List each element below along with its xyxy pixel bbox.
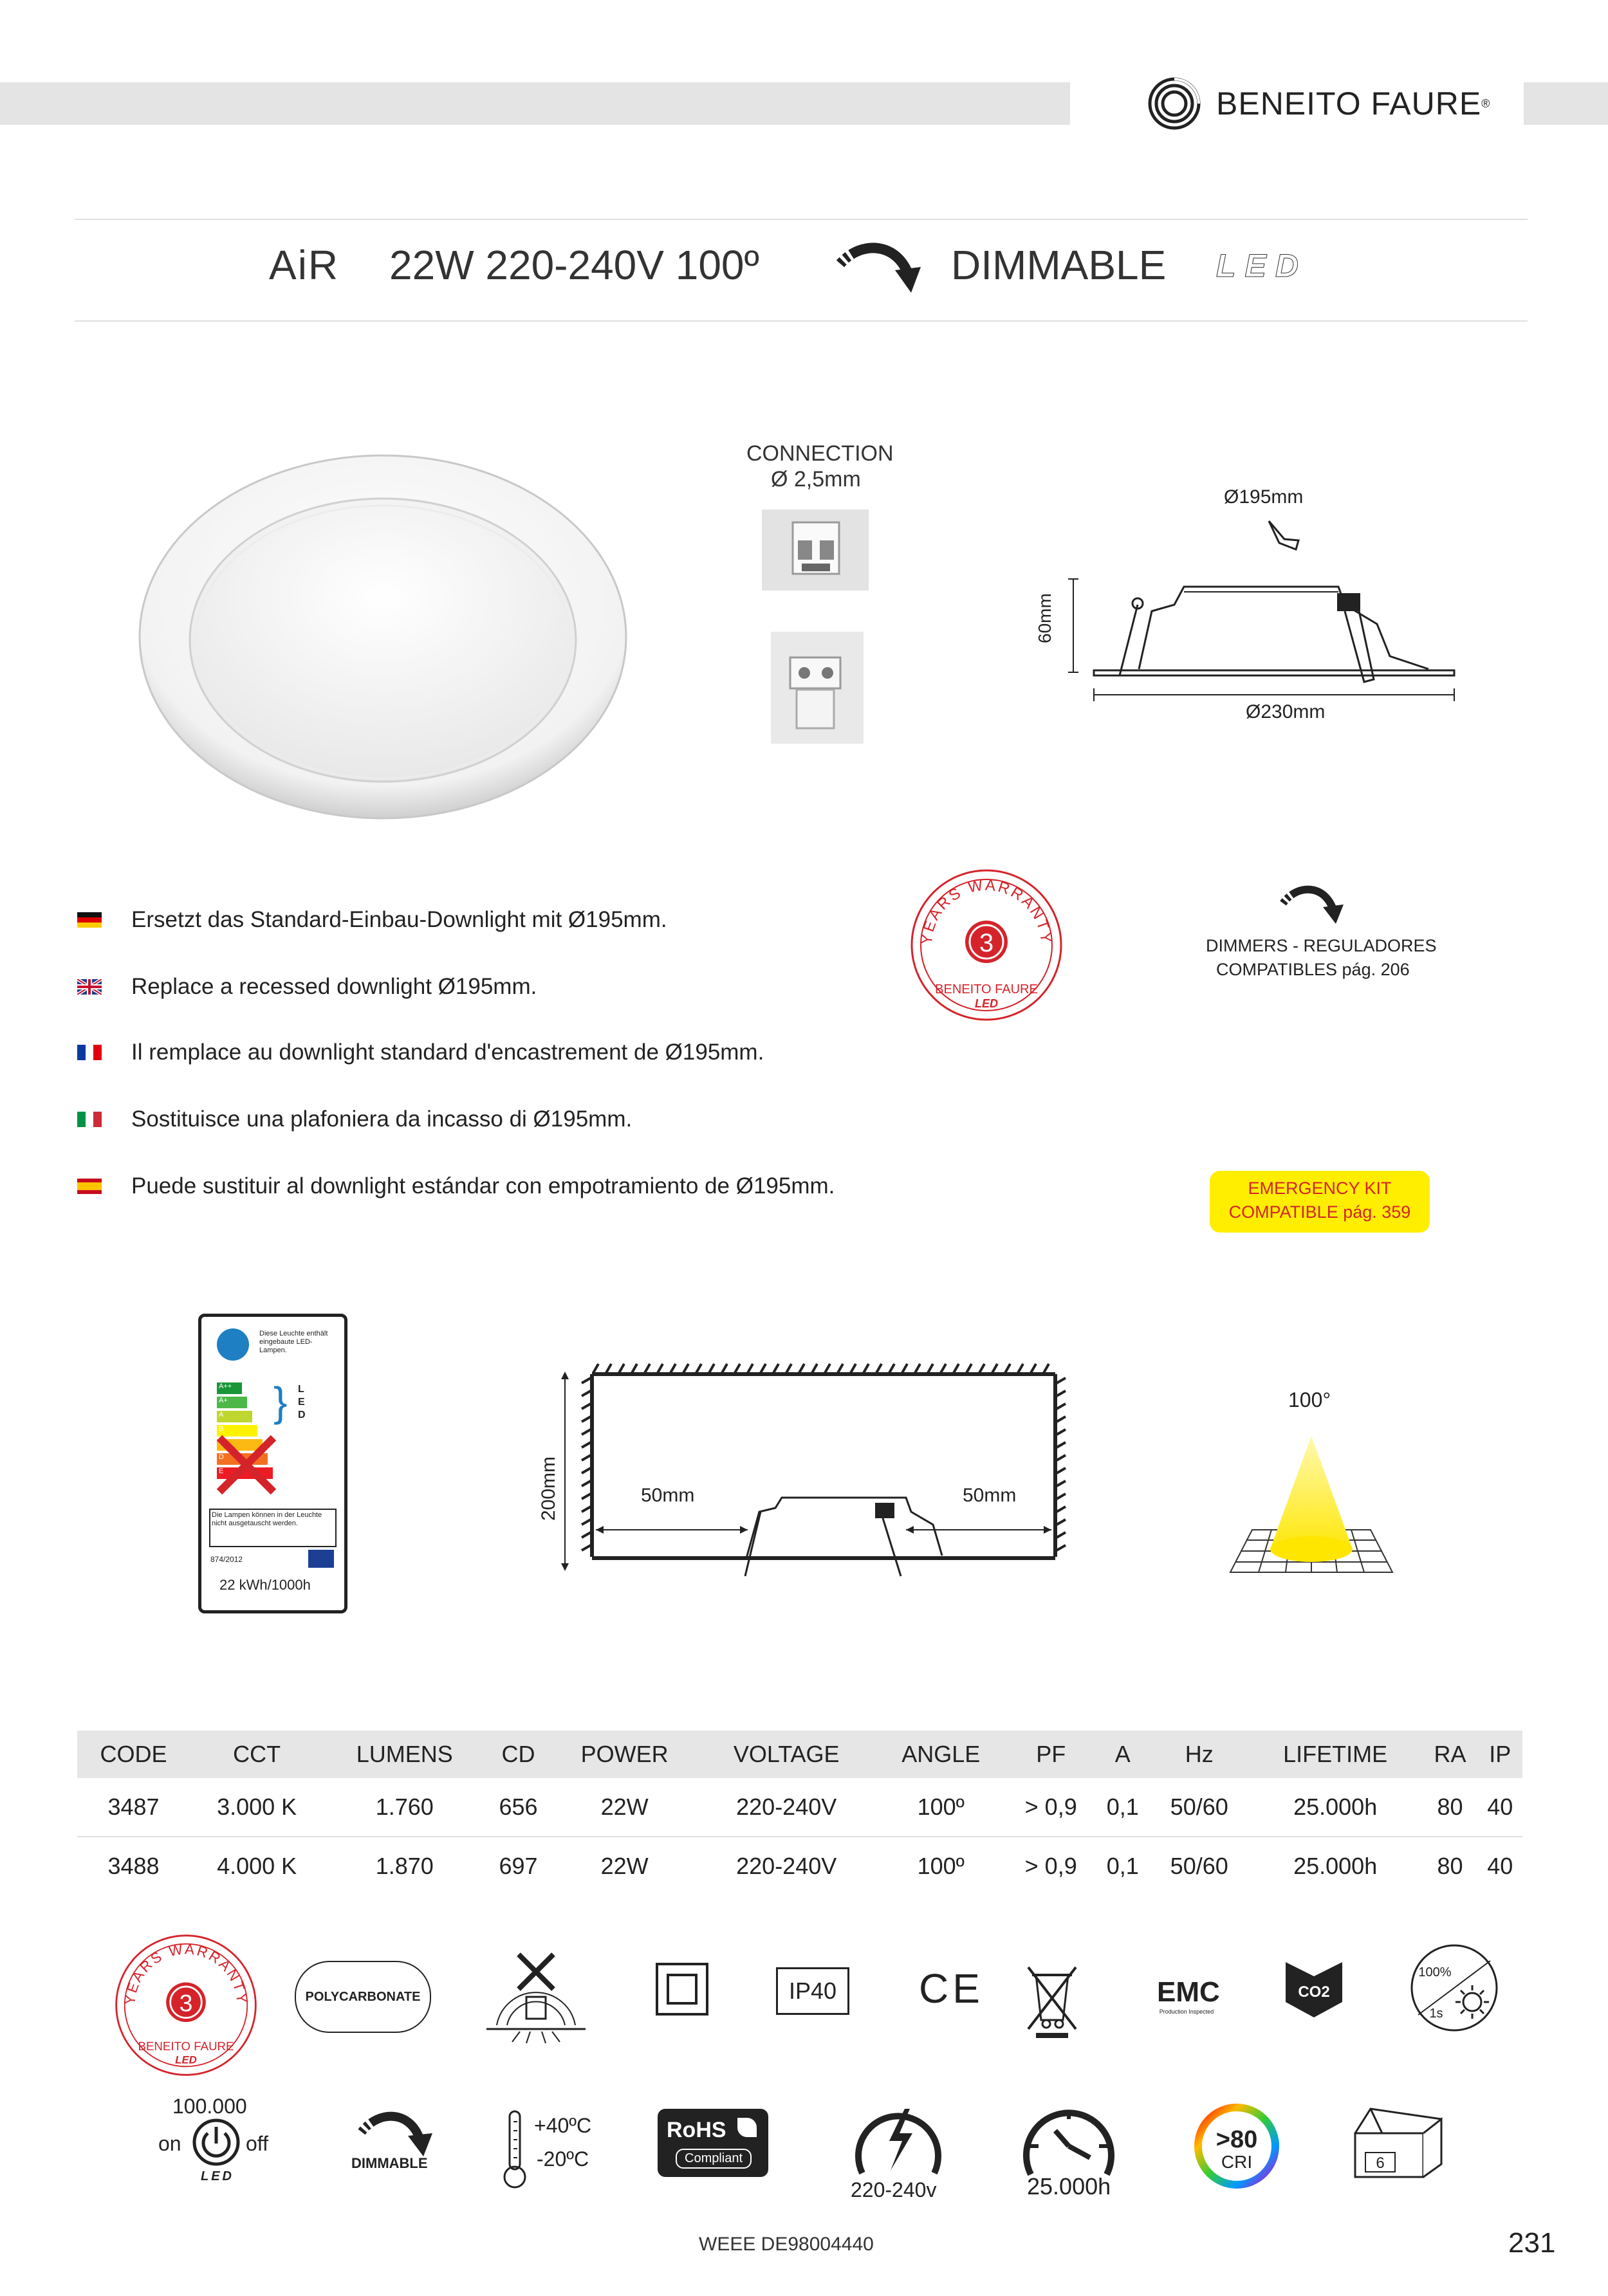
energy-plug-icon: [217, 1328, 249, 1361]
rohs-badge: [658, 2109, 768, 2177]
installation-left-gap: 50mm: [641, 1485, 695, 1506]
cell-cd: 656: [485, 1778, 551, 1837]
energy-class-a: A: [217, 1411, 252, 1422]
energy-note-top: Diese Leuchte enthält eingebaute LED-Lampen.: [259, 1330, 328, 1354]
col-ip: IP: [1477, 1731, 1522, 1778]
cell-lifetime: 25.000h: [1248, 1778, 1423, 1837]
weee-number: WEEE DE98004440: [699, 2234, 874, 2255]
cell-a: 0,1: [1106, 1853, 1139, 1879]
box-quantity: 6: [1376, 2154, 1385, 2172]
cri-label: CRI: [1221, 2152, 1253, 2172]
warranty-small-led: LED: [175, 2053, 197, 2066]
instant-time: 1s: [1429, 2007, 1443, 2021]
cell-angle: 100º: [917, 1853, 965, 1879]
voltage-icon: [848, 2102, 948, 2178]
led-logo: LED: [1216, 248, 1308, 284]
title-top-rule: [75, 219, 1528, 220]
header-bar-right: [1524, 82, 1608, 125]
cell-code: 3488: [107, 1853, 160, 1879]
cell-hz: 50/60: [1151, 1778, 1248, 1837]
led-small-logo: LED: [201, 2169, 234, 2183]
col-angle: ANGLE: [875, 1731, 1007, 1778]
energy-note-bottom: Die Lampen können in der Leuchte nicht ausgetauscht werden.: [209, 1509, 337, 1547]
switching-cycles: 100.000: [172, 2095, 247, 2118]
height-label: 60mm: [1035, 593, 1055, 643]
description-en-text: Replace a recessed downlight Ø195mm.: [131, 974, 537, 999]
description-es-text: Puede sustituir al downlight estándar con empotramiento de Ø195mm.: [131, 1173, 835, 1199]
co2-badge-graphic: [1283, 1958, 1345, 2020]
spec-table: [77, 1731, 1522, 1895]
flag-spain-icon: [77, 1179, 102, 1194]
brand-name: BENEITO FAURE: [1216, 86, 1482, 122]
description-es: [77, 1173, 835, 1199]
cell-lifetime: 25.000h: [1293, 1853, 1378, 1879]
description-it: [77, 1107, 632, 1132]
cri-ring-graphic: [1193, 2102, 1280, 2190]
cell-pf: > 0,9: [1007, 1778, 1095, 1837]
col-cct: CCT: [190, 1731, 324, 1778]
rohs-sub: Compliant: [676, 2149, 752, 2169]
material-badge: POLYCARBONATE: [295, 1961, 431, 2033]
outer-diameter-label: Ø230mm: [1246, 701, 1326, 722]
cell-code: 3487: [77, 1778, 190, 1837]
cut-diameter-label: Ø195mm: [1224, 486, 1304, 508]
dimmable-title: DIMMABLE: [951, 242, 1167, 288]
col-hz: Hz: [1151, 1731, 1248, 1778]
instant-pct: 100%: [1418, 1965, 1452, 1979]
warranty-led: LED: [975, 997, 998, 1010]
class-ii-icon: [655, 1962, 709, 2016]
col-code: CODE: [77, 1731, 190, 1778]
energy-class-d: D: [217, 1453, 268, 1465]
off-label: off: [246, 2132, 268, 2155]
energy-class-a-plus-plus: A++: [217, 1382, 242, 1394]
cell-ip: 40: [1487, 1853, 1513, 1879]
title-bottom-rule: [75, 320, 1528, 322]
header-bar-left: [0, 82, 1070, 125]
product-name: AiR: [269, 242, 340, 288]
col-lifetime: LIFETIME: [1248, 1731, 1423, 1778]
temp-high: +40ºC: [534, 2114, 592, 2137]
cell-hz: 50/60: [1170, 1853, 1228, 1879]
description-de-text: Ersetzt das Standard-Einbau-Downlight mit Ø195mm.: [131, 907, 667, 932]
emc-mark-text: EMC: [1157, 1976, 1220, 2008]
energy-consumption: 22 kWh/1000h: [219, 1577, 311, 1593]
warranty-seal-small-graphic: [113, 1933, 259, 2078]
dimension-drawing: [1042, 566, 1461, 714]
installation-height-label: 200mm: [538, 1456, 559, 1521]
box-graphic: [1351, 2105, 1445, 2182]
flag-france-icon: [77, 1045, 102, 1060]
instant-on-icon: [1409, 1943, 1499, 2033]
instant-on-graphic: [1409, 1943, 1499, 2033]
cell-lumens: 1.760: [324, 1778, 485, 1837]
table-row: [77, 1837, 1522, 1895]
cell-voltage: 220-240V: [736, 1853, 837, 1879]
description-fr-text: Il remplace au downlight standard d'encastrement de Ø195mm.: [131, 1040, 764, 1065]
col-pf: PF: [1007, 1731, 1095, 1778]
brand-logo-icon: [1147, 76, 1202, 131]
energy-regulation: 874/2012: [210, 1555, 243, 1564]
connector-photo-top: [762, 510, 869, 591]
table-row: [77, 1778, 1522, 1837]
energy-class-a-plus: A+: [217, 1397, 247, 1408]
no-insulation-cover-icon: [481, 1949, 591, 2046]
warranty-arc-text: YEARS WARRANTY: [918, 876, 1055, 946]
dimmers-arrow-icon: [1278, 881, 1346, 926]
emc-mark-sub: Production Inspected: [1159, 2008, 1214, 2015]
page-number: 231: [1508, 2227, 1556, 2259]
col-ra: RA: [1423, 1731, 1478, 1778]
warranty-years: 3: [979, 929, 994, 957]
co2-badge: [1283, 1958, 1345, 2020]
warranty-brand: BENEITO FAURE: [935, 982, 1038, 996]
warranty-seal-small: [113, 1933, 259, 2078]
col-lumens: LUMENS: [324, 1731, 485, 1778]
energy-brace: }: [273, 1379, 288, 1425]
brand-registered: ®: [1481, 96, 1490, 110]
dimmable-small-label: DIMMABLE: [351, 2155, 428, 2171]
rohs-text: RoHS: [667, 2118, 726, 2142]
cell-angle: 100º: [875, 1778, 1007, 1837]
description-en: [77, 974, 537, 1000]
box-quantity-icon: [1351, 2105, 1445, 2182]
energy-led-letter-l: L: [298, 1384, 304, 1395]
temp-low: -20ºC: [537, 2147, 589, 2171]
on-label: on: [158, 2132, 181, 2155]
dimmers-line1: DIMMERS - REGULADORES: [1206, 936, 1437, 955]
product-photo: [135, 450, 631, 823]
ip-rating-badge: IP40: [776, 1967, 849, 2015]
installation-diagram: [553, 1351, 1075, 1583]
cell-pf: > 0,9: [1024, 1853, 1077, 1879]
energy-class-b: B: [217, 1425, 257, 1437]
power-button-icon: [192, 2118, 241, 2167]
flag-italy-icon: [77, 1112, 102, 1127]
cell-voltage: 220-240V: [698, 1778, 875, 1837]
flag-germany-icon: [77, 912, 102, 928]
energy-label: [198, 1314, 347, 1613]
installation-right-gap: 50mm: [963, 1485, 1017, 1506]
warranty-small-brand: BENEITO FAURE: [138, 2039, 234, 2053]
emergency-line1: EMERGENCY KIT: [1248, 1179, 1392, 1198]
emc-mark: [1157, 1963, 1220, 2028]
cell-power: 22W: [551, 1778, 698, 1837]
connector-photo-bottom: [771, 632, 864, 744]
description-de: [77, 907, 667, 933]
cell-ra: 80: [1437, 1853, 1463, 1879]
emergency-kit-badge: [1210, 1171, 1430, 1233]
cell-power: 22W: [600, 1853, 649, 1879]
product-specs: 22W 220-240V 100º: [389, 242, 759, 288]
rohs-leaf-icon: [737, 2118, 757, 2137]
ce-mark: CE: [919, 1965, 984, 2012]
warranty-seal: [909, 867, 1064, 1023]
lifetime-label: 25.000h: [1027, 2173, 1111, 2200]
cell-lumens: 1.870: [375, 1853, 434, 1879]
emergency-line2: COMPATIBLE pág. 359: [1228, 1202, 1411, 1222]
cri-value: >80: [1215, 2126, 1258, 2153]
cell-cd: 697: [499, 1853, 538, 1879]
weee-bin-icon: [1023, 1962, 1081, 2038]
lifetime-clock-icon: [1015, 2099, 1122, 2178]
col-voltage: VOLTAGE: [698, 1731, 875, 1778]
col-a: A: [1095, 1731, 1151, 1778]
col-power: POWER: [551, 1731, 698, 1778]
brand-logo: [1147, 76, 1490, 131]
connection-size: Ø 2,5mm: [771, 467, 861, 491]
energy-cross-icon: [214, 1433, 279, 1497]
beam-angle-icon: [1226, 1427, 1396, 1579]
co2-text: CO2: [1298, 1983, 1330, 2001]
dimmers-line2: COMPATIBLES pág. 206: [1216, 960, 1410, 979]
warranty-small-arc-text: YEARS WARRANTY: [122, 1941, 250, 2006]
description-it-text: Sostituisce una plafoniera da incasso di Ø195mm.: [131, 1107, 633, 1132]
cell-ip: 40: [1477, 1778, 1522, 1837]
energy-led-letter-e: E: [298, 1397, 305, 1408]
description-fr: [77, 1040, 764, 1065]
dimmable-small-arrow-icon: [355, 2106, 435, 2158]
flag-uk-icon: [77, 979, 102, 995]
beam-angle-label: 100°: [1288, 1388, 1331, 1411]
energy-class-e: E: [217, 1467, 273, 1479]
warranty-small-years: 3: [179, 1989, 193, 2017]
energy-led-letter-d: D: [298, 1410, 306, 1420]
cell-a: 0,1: [1095, 1778, 1151, 1837]
cri-badge: [1193, 2102, 1280, 2190]
warranty-seal-graphic: [909, 867, 1064, 1023]
eu-flag-icon: [308, 1550, 334, 1568]
cell-ra: 80: [1423, 1778, 1478, 1837]
cell-cct: 3.000 K: [190, 1778, 324, 1837]
col-cd: CD: [485, 1731, 551, 1778]
connection-label: CONNECTION: [746, 441, 894, 466]
thermometer-icon: [502, 2109, 528, 2190]
spring-clip-icon: [1265, 515, 1304, 553]
dimmable-arrow-icon: [834, 238, 924, 296]
voltage-label: 220-240v: [851, 2178, 937, 2201]
cell-cct: 4.000 K: [217, 1853, 297, 1879]
spec-table-header: [77, 1731, 1522, 1778]
